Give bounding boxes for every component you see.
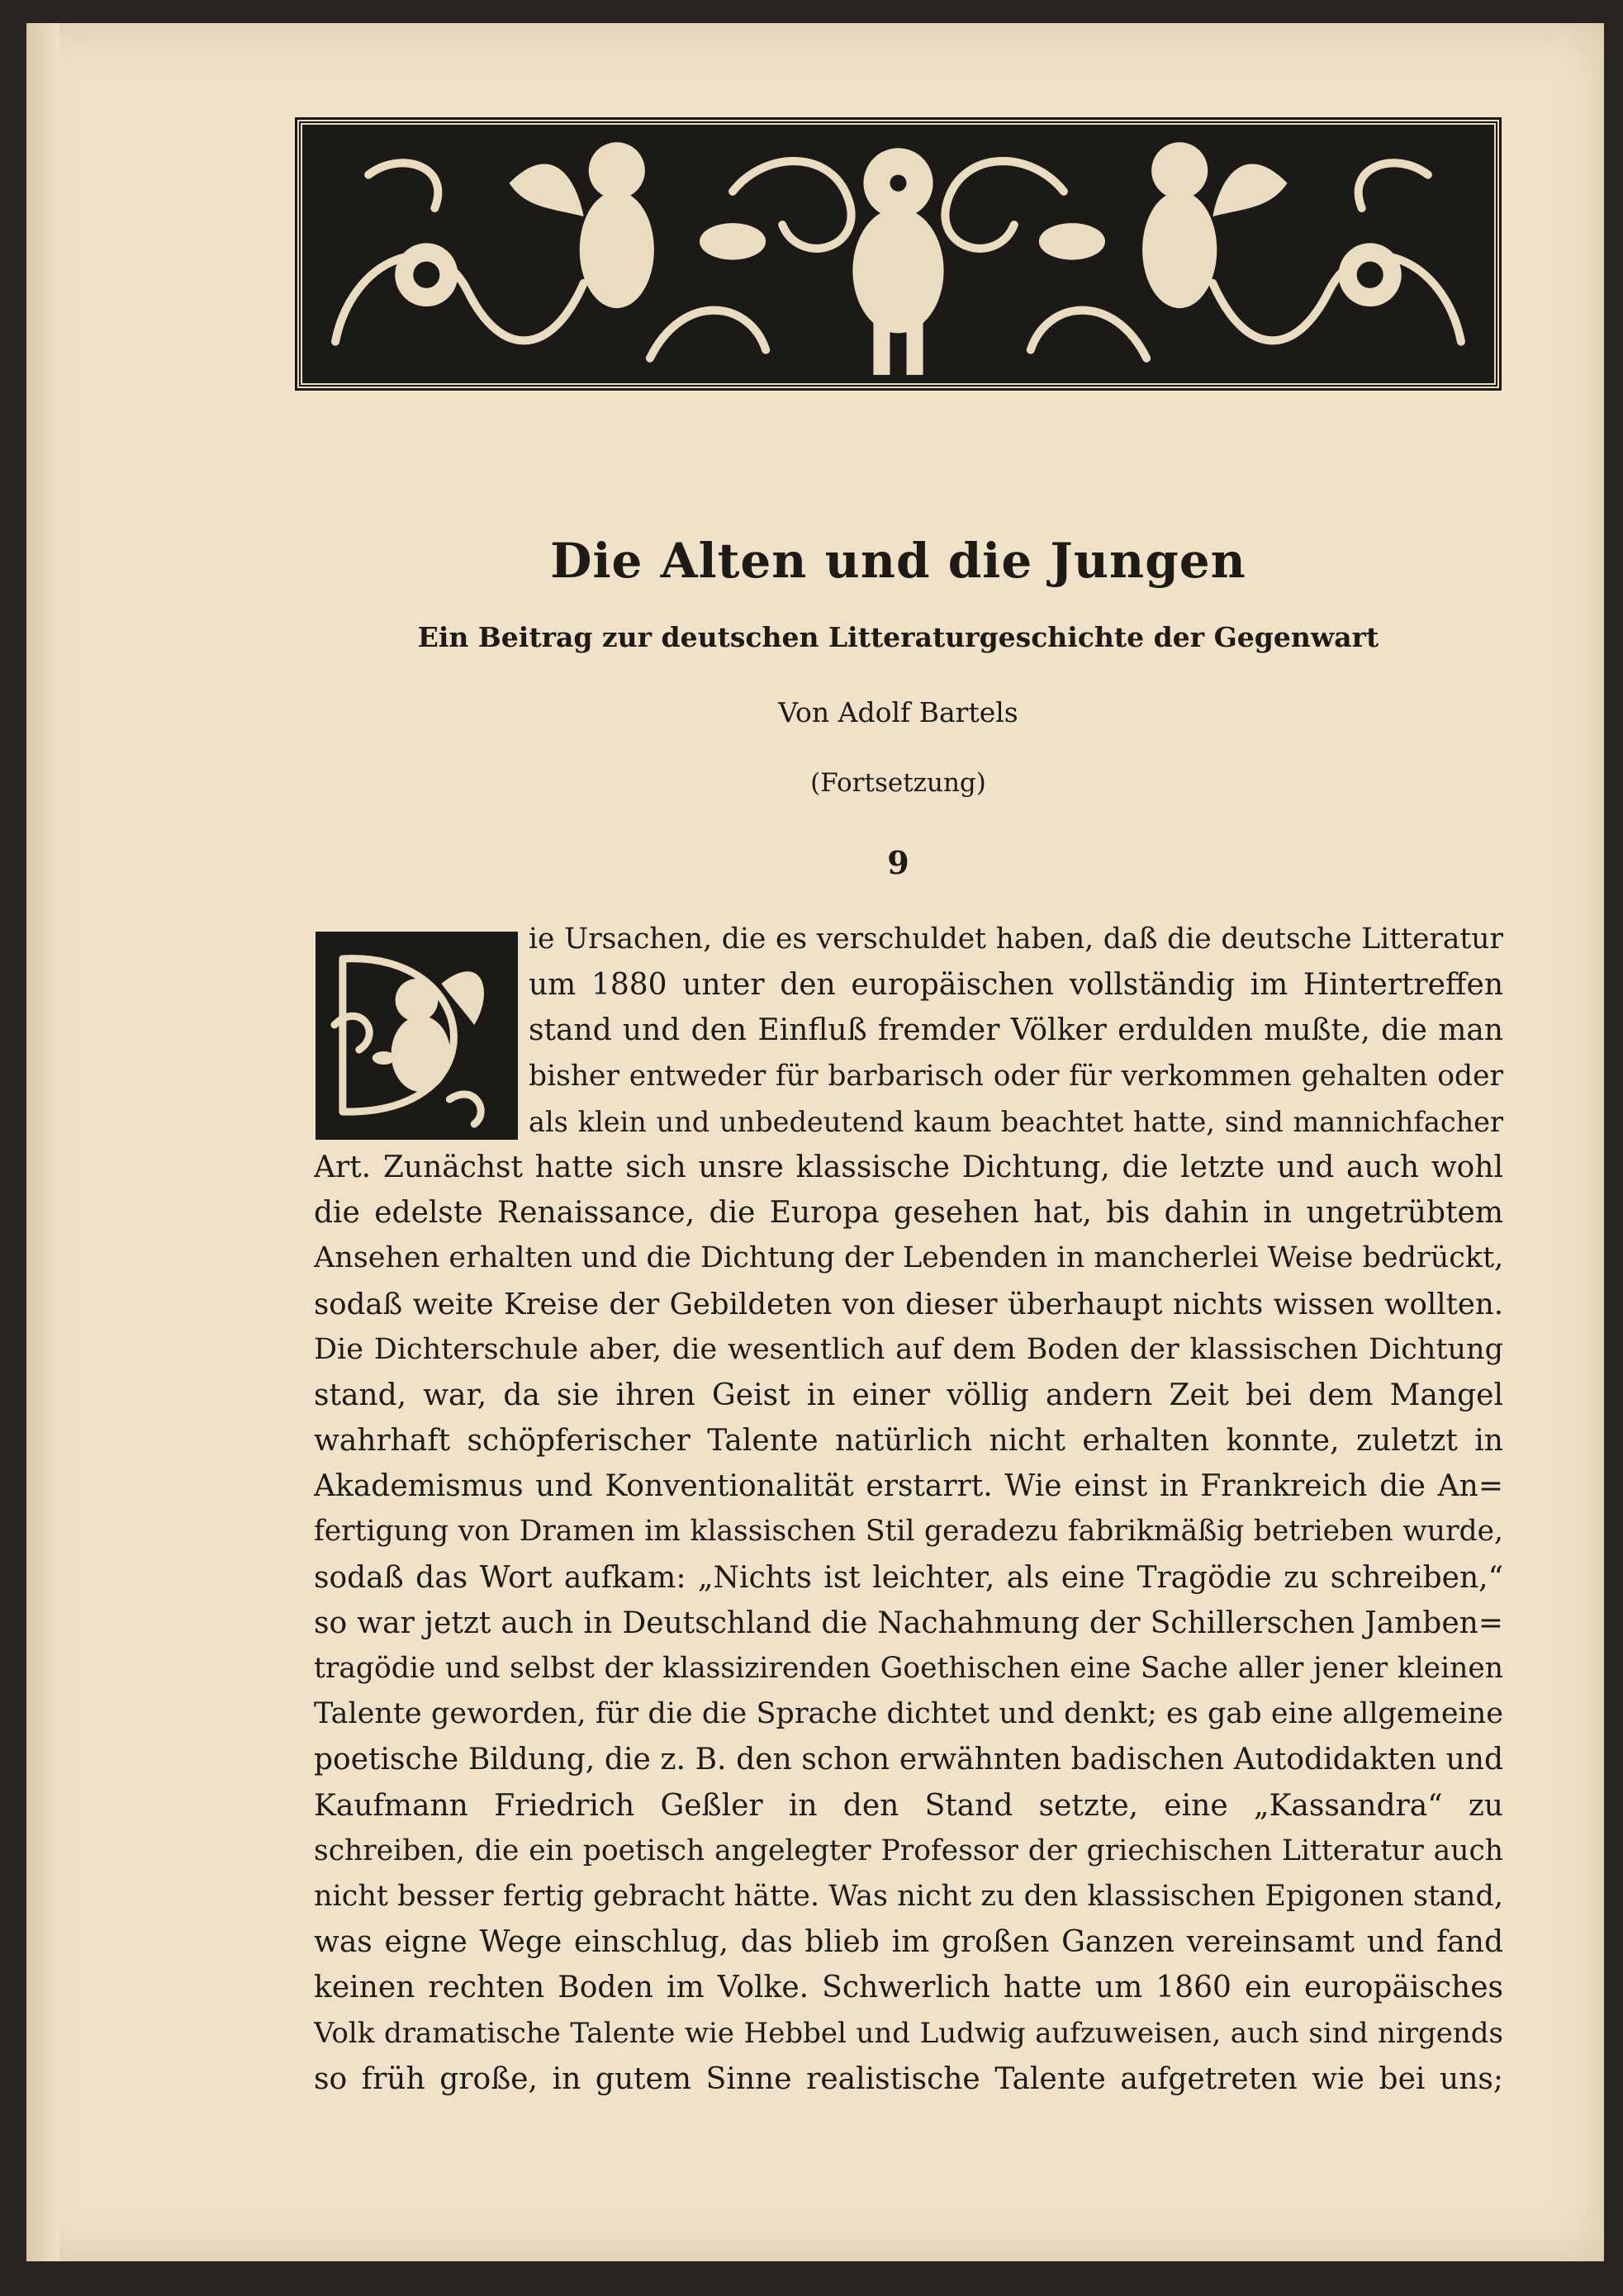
body-line: Kaufmann Friedrich Geßler in den Stand setzte, eine „Kassandra“ zu [314,1788,1503,1823]
chapter-number: 9 [887,844,909,881]
body-line: sodaß weite Kreise der Gebildeten von dieser überhaupt nichts wissen wollten. [314,1287,1503,1321]
body-line: tragödie und selbst der klassizirenden Goethischen eine Sache aller jener kleinen [314,1652,1503,1685]
body-line: die edelste Renaissance, die Europa gesehen hat, bis dahin in ungetrübtem [314,1196,1503,1231]
body-line: so war jetzt auch in Deutschland die Nachahmung der Schillerschen Jamben= [314,1606,1503,1640]
ornamental-cherub-banner-icon [302,125,1494,383]
body-line: Volk dramatische Talente wie Hebbel und Ludwig aufzuweisen, auch sind nirgends [314,2016,1503,2050]
body-line: als klein und unbedeutend kaum beachtet hatte, sind mannichfacher [529,1105,1503,1138]
body-line: Ansehen erhalten und die Dichtung der Lebenden in mancherlei Weise bedrückt, [314,1241,1503,1275]
body-line: Art. Zunächst hatte sich unsre klassische Dichtung, die letzte und auch wohl [314,1150,1503,1184]
body-line: nicht besser fertig gebracht hätte. Was nicht zu den klassischen Epigonen stand, [314,1879,1503,1913]
page-edge [26,23,59,2261]
body-line: stand und den Einfluß fremder Völker erdulden mußte, die man [529,1013,1503,1048]
body-line: bisher entweder für barbarisch oder für verkommen gehalten oder [529,1059,1503,1093]
continuation-note: (Fortsetzung) [810,768,986,798]
body-line: keinen rechten Boden im Volke. Schwerlich hatte um 1860 ein europäisches [314,1971,1503,2005]
body-line: so früh große, in gutem Sinne realistische Talente aufgetreten wie bei uns; [314,2061,1503,2096]
body-line: ie Ursachen, die es verschuldet haben, daß die deutsche Litteratur [529,923,1503,956]
body-line: Akademismus und Konventionalität erstarrt. Wie einst in Frankreich die An= [314,1469,1503,1504]
body-line: Talente geworden, für die die Sprache dichtet und denkt; es gab eine allgemeine [314,1697,1503,1731]
article-author: Von Adolf Bartels [778,696,1018,728]
article-body [314,917,1503,2102]
body-line: poetische Bildung, die z. B. den schon erwähnten badischen Autodidakten und [314,1743,1503,1777]
body-line: Die Dichterschule aber, die wesentlich auf dem Boden der klassischen Dichtung [314,1332,1503,1366]
ornamental-banner [297,120,1499,388]
body-line: was eigne Wege einschlug, das blieb im großen Ganzen vereinsamt und fand [314,1925,1503,1960]
article-title: Die Alten und die Jungen [550,533,1246,589]
article-subtitle: Ein Beitrag zur deutschen Litteraturgeschichte der Gegenwart [417,621,1379,653]
body-line: schreiben, die ein poetisch angelegter Professor der griechischen Litteratur auch [314,1833,1503,1867]
body-line: sodaß das Wort aufkam: „Nichts ist leichter, als eine Tragödie zu schreiben,“ [314,1560,1503,1595]
body-line: stand, war, da sie ihren Geist in einer völlig andern Zeit bei dem Mangel [314,1378,1503,1412]
body-line: wahrhaft schöpferischer Talente natürlich nicht erhalten konnte, zuletzt in [314,1424,1503,1459]
body-line: um 1880 unter den europäischen vollständig im Hintertreffen [529,968,1503,1003]
body-line: fertigung von Dramen im klassischen Stil geradezu fabrikmäßig betrieben wurde, [314,1515,1503,1549]
